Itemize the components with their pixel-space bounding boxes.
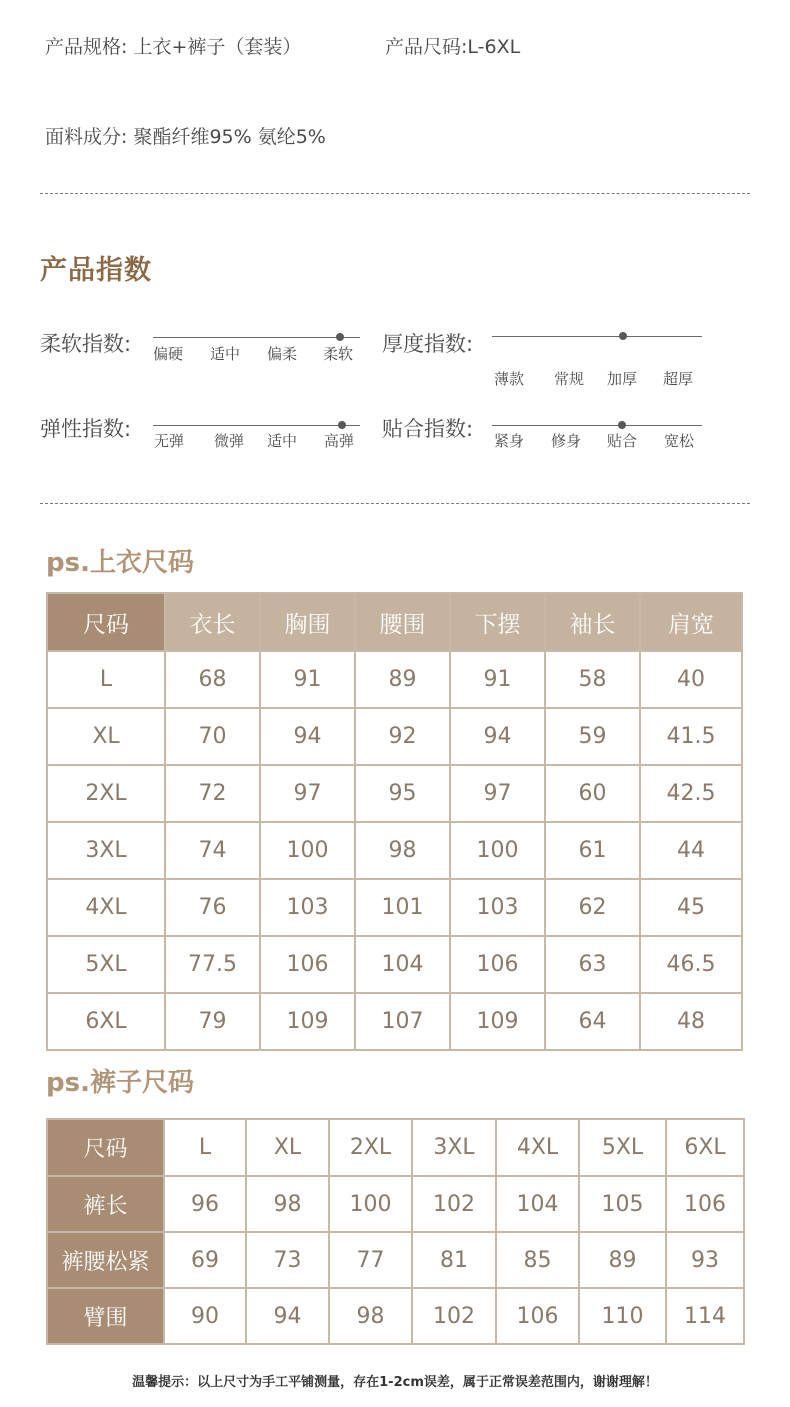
- table-cell: 77: [329, 1232, 412, 1288]
- table-header-cell: 衣长: [165, 593, 260, 651]
- table-row: [47, 936, 742, 993]
- table-row: [47, 708, 742, 765]
- table-cell: 89: [579, 1232, 666, 1288]
- table-cell: 69: [164, 1232, 246, 1288]
- table-cell: 91: [260, 651, 355, 708]
- table-cell: 48: [640, 993, 742, 1050]
- table-cell: 106: [260, 936, 355, 993]
- table-cell: 2XL: [329, 1119, 412, 1176]
- table-cell: 60: [545, 765, 640, 822]
- table-cell: 63: [545, 936, 640, 993]
- table-header-row: [47, 593, 742, 651]
- table-cell: 5XL: [579, 1119, 666, 1176]
- index-option: 适中: [267, 432, 298, 450]
- index-level-dot: [338, 421, 346, 429]
- table-cell: 94: [260, 708, 355, 765]
- table-cell: 70: [165, 708, 260, 765]
- table-cell: 74: [165, 822, 260, 879]
- table-cell: 45: [640, 879, 742, 936]
- table-row: [47, 822, 742, 879]
- table-header-cell: 胸围: [260, 593, 355, 651]
- table-header-row: [47, 1119, 744, 1176]
- table-cell: 2XL: [47, 765, 165, 822]
- pants-size-table: [46, 1118, 745, 1345]
- table-cell: 61: [545, 822, 640, 879]
- table-cell: 42.5: [640, 765, 742, 822]
- index-track: [492, 425, 702, 426]
- table-row: [47, 1232, 744, 1288]
- table-cell: 41.5: [640, 708, 742, 765]
- table-cell: 102: [412, 1288, 496, 1344]
- index-option: 宽松: [664, 432, 695, 450]
- table-cell: 64: [545, 993, 640, 1050]
- table-row-header: 裤腰松紧: [47, 1232, 164, 1288]
- divider: [40, 193, 750, 194]
- table-row-header: 裤长: [47, 1176, 164, 1232]
- index-track: [492, 336, 702, 337]
- table-cell: 89: [355, 651, 450, 708]
- table-cell: 3XL: [47, 822, 165, 879]
- table-cell: 106: [666, 1176, 744, 1232]
- divider: [40, 503, 750, 504]
- table-header-cell: 腰围: [355, 593, 450, 651]
- table-row: [47, 993, 742, 1050]
- table-cell: 96: [164, 1176, 246, 1232]
- table-cell: 110: [579, 1288, 666, 1344]
- table-cell: 98: [246, 1176, 329, 1232]
- index-label: 厚度指数:: [382, 332, 474, 356]
- table-cell: 81: [412, 1232, 496, 1288]
- table-cell: 100: [450, 822, 545, 879]
- index-option: 适中: [210, 345, 241, 363]
- table-header-cell: 尺码: [47, 593, 165, 651]
- table-cell: 77.5: [165, 936, 260, 993]
- table-row: [47, 765, 742, 822]
- table-cell: 104: [355, 936, 450, 993]
- index-option: 柔软: [323, 345, 354, 363]
- table-cell: XL: [47, 708, 165, 765]
- table-cell: 103: [450, 879, 545, 936]
- table-cell: 58: [545, 651, 640, 708]
- footnote: 温馨提示：以上尺寸为手工平铺测量，存在1-2cm误差，属于正常误差范围内，谢谢理解！: [132, 1375, 658, 1390]
- table-cell: 105: [579, 1176, 666, 1232]
- table-cell: 3XL: [412, 1119, 496, 1176]
- table-row: [47, 1176, 744, 1232]
- index-level-dot: [619, 332, 627, 340]
- table-cell: 85: [496, 1232, 579, 1288]
- table-cell: 40: [640, 651, 742, 708]
- table-cell: 98: [355, 822, 450, 879]
- size-range-label: 产品尺码:L-6XL: [385, 36, 521, 58]
- table-cell: 100: [260, 822, 355, 879]
- index-option: 无弹: [154, 432, 185, 450]
- table-cell: 94: [246, 1288, 329, 1344]
- table-cell: 44: [640, 822, 742, 879]
- top-size-table: [46, 592, 743, 1051]
- fabric-label: 面料成分: 聚酯纤维95% 氨纶5%: [45, 126, 326, 148]
- index-label: 贴合指数:: [382, 417, 474, 441]
- table-cell: 109: [450, 993, 545, 1050]
- table-cell: 76: [165, 879, 260, 936]
- index-section-title: 产品指数: [40, 255, 152, 286]
- table-cell: 101: [355, 879, 450, 936]
- table-cell: 68: [165, 651, 260, 708]
- index-option: 常规: [554, 370, 585, 388]
- table-cell: 73: [246, 1232, 329, 1288]
- table-cell: 92: [355, 708, 450, 765]
- table-cell: 90: [164, 1288, 246, 1344]
- table-cell: 6XL: [47, 993, 165, 1050]
- table-cell: 98: [329, 1288, 412, 1344]
- table-cell: 46.5: [640, 936, 742, 993]
- table-row: [47, 651, 742, 708]
- index-track: [153, 425, 360, 426]
- index-option: 微弹: [214, 432, 245, 450]
- table-cell: 102: [412, 1176, 496, 1232]
- table-cell: 106: [496, 1288, 579, 1344]
- table-cell: 59: [545, 708, 640, 765]
- table-cell: 94: [450, 708, 545, 765]
- table-cell: 109: [260, 993, 355, 1050]
- spec-label: 产品规格: 上衣+裤子（套装）: [45, 36, 302, 58]
- table-cell: 95: [355, 765, 450, 822]
- table-header-cell: 下摆: [450, 593, 545, 651]
- table-cell: 5XL: [47, 936, 165, 993]
- table-cell: L: [47, 651, 165, 708]
- index-option: 薄款: [494, 370, 525, 388]
- table-cell: 6XL: [666, 1119, 744, 1176]
- table-header-cell: 尺码: [47, 1119, 164, 1176]
- index-option: 加厚: [607, 370, 638, 388]
- index-label: 柔软指数:: [40, 332, 132, 356]
- top-size-title: ps.上衣尺码: [46, 548, 194, 578]
- table-cell: 79: [165, 993, 260, 1050]
- table-cell: 107: [355, 993, 450, 1050]
- index-level-dot: [618, 421, 626, 429]
- table-cell: 114: [666, 1288, 744, 1344]
- table-cell: 97: [450, 765, 545, 822]
- index-option: 修身: [551, 432, 582, 450]
- index-level-dot: [336, 333, 344, 341]
- table-row-header: 臂围: [47, 1288, 164, 1344]
- table-cell: L: [164, 1119, 246, 1176]
- index-track: [153, 337, 360, 338]
- index-label: 弹性指数:: [40, 417, 132, 441]
- table-cell: 104: [496, 1176, 579, 1232]
- table-cell: 4XL: [496, 1119, 579, 1176]
- index-option: 贴合: [607, 432, 638, 450]
- index-option: 紧身: [494, 432, 525, 450]
- table-header-cell: 肩宽: [640, 593, 742, 651]
- pants-size-title: ps.裤子尺码: [46, 1068, 194, 1098]
- table-cell: 62: [545, 879, 640, 936]
- index-option: 偏柔: [267, 345, 298, 363]
- table-cell: 97: [260, 765, 355, 822]
- index-option: 偏硬: [153, 345, 184, 363]
- table-cell: 91: [450, 651, 545, 708]
- table-row: [47, 1288, 744, 1344]
- table-cell: 103: [260, 879, 355, 936]
- table-cell: 93: [666, 1232, 744, 1288]
- table-row: [47, 879, 742, 936]
- table-cell: 72: [165, 765, 260, 822]
- table-cell: 100: [329, 1176, 412, 1232]
- table-cell: 106: [450, 936, 545, 993]
- table-cell: 4XL: [47, 879, 165, 936]
- table-cell: XL: [246, 1119, 329, 1176]
- index-option: 高弹: [324, 432, 355, 450]
- index-option: 超厚: [663, 370, 694, 388]
- table-header-cell: 袖长: [545, 593, 640, 651]
